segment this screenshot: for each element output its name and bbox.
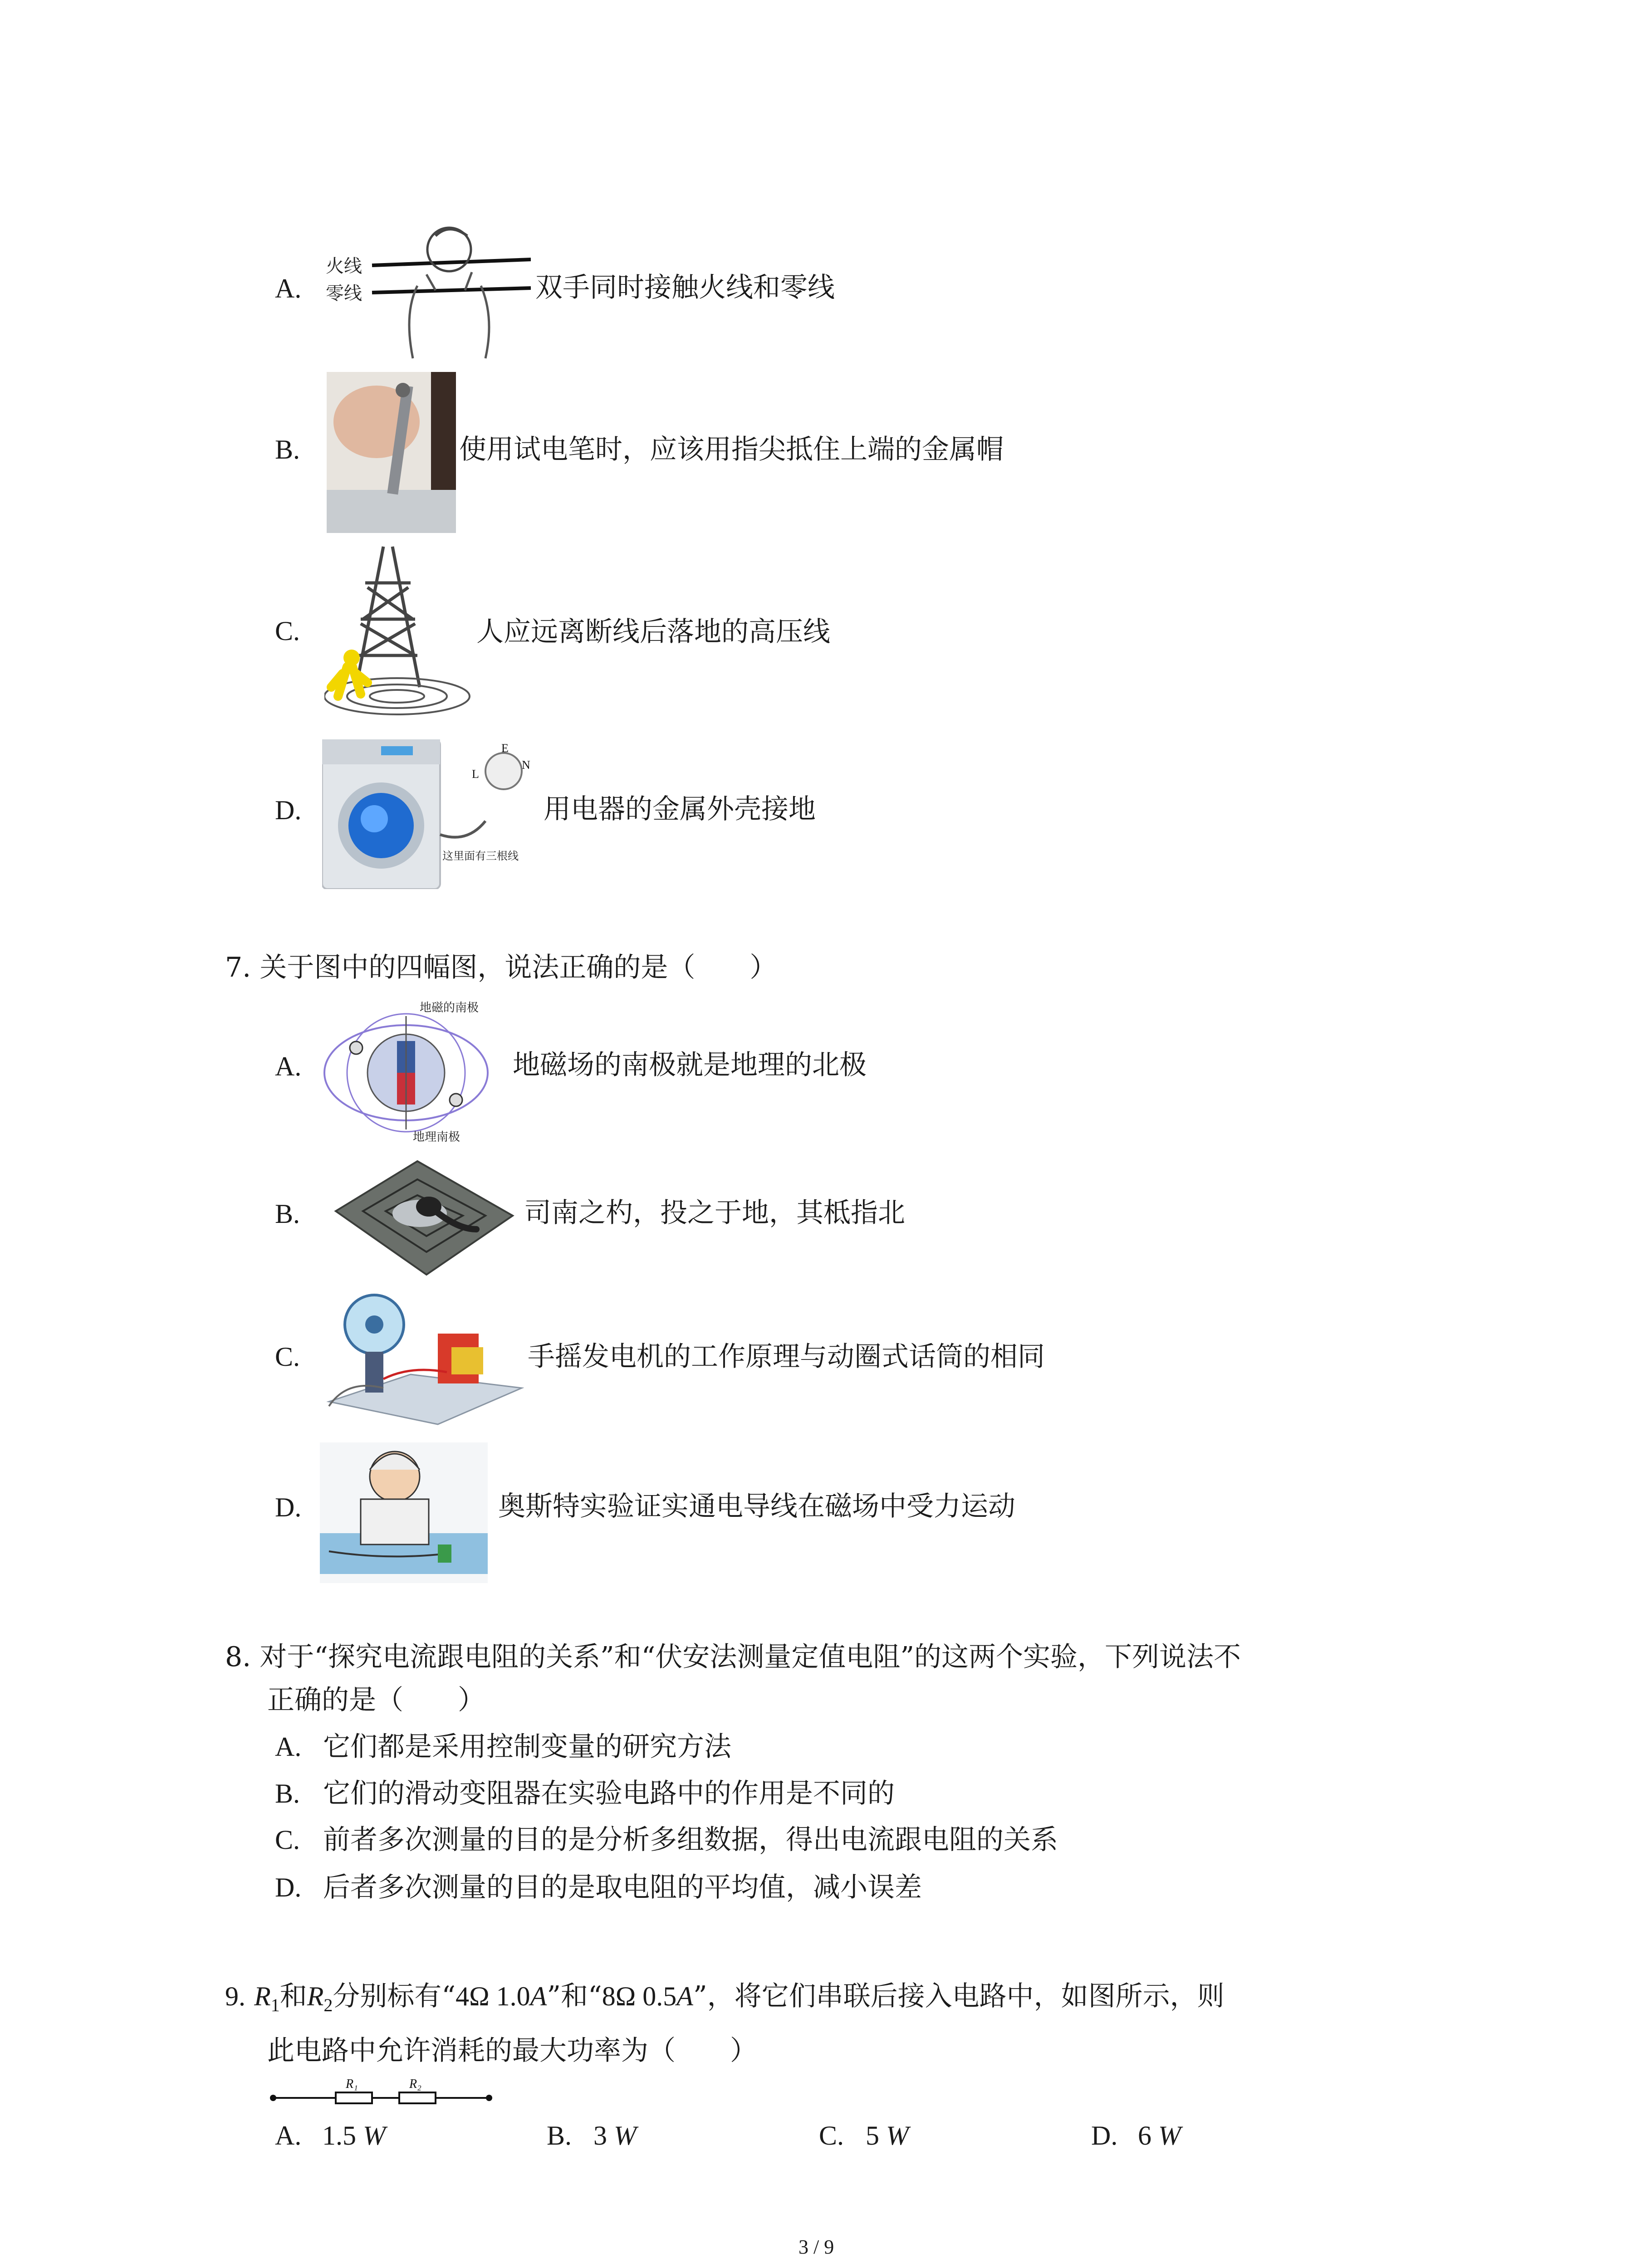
resistor-label-r2: R₂ bbox=[409, 2077, 421, 2091]
question-8-stem-line1: 8. 对于“探究电流跟电阻的关系”和“伏安法测量定值电阻”的这两个实验，下列说法不 bbox=[225, 1641, 1241, 1673]
option-letter: A. bbox=[275, 274, 302, 303]
oersted-experiment-figure bbox=[320, 1442, 488, 1583]
page-number: 3 / 9 bbox=[798, 2236, 834, 2258]
test-pen-photo bbox=[327, 372, 456, 533]
option-text: 后者多次测量的目的是取电阻的平均值，减小误差 bbox=[323, 1872, 922, 1903]
sinan-compass-figure bbox=[322, 1152, 517, 1284]
option-letter: D. bbox=[275, 1492, 302, 1522]
option-letter: B. bbox=[275, 435, 300, 464]
option-answer: 6 W bbox=[1138, 2121, 1181, 2151]
option-letter: B. bbox=[547, 2121, 572, 2151]
option-answer: 5 W bbox=[866, 2121, 909, 2151]
option-text: 使用试电笔时，应该用指尖抵住上端的金属帽 bbox=[459, 434, 1004, 465]
option-text: 用电器的金属外壳接地 bbox=[544, 793, 816, 825]
fig-label-geographic-south: 地理南极 bbox=[413, 1130, 460, 1143]
option-letter: B. bbox=[275, 1199, 300, 1229]
question-7-stem: 7. 关于图中的四幅图，说法正确的是（ ） bbox=[225, 952, 777, 983]
option-letter: B. bbox=[275, 1779, 300, 1809]
option-letter: C. bbox=[275, 1825, 300, 1855]
question-9-stem-line1: 9. $R_1$和$R_2$分别标有“4Ω 1.0A”和“8Ω 0.5A”，将它们串联后接入电路中，如图所示，则 bbox=[225, 1980, 1225, 2015]
fig-label-neutral: N bbox=[522, 758, 530, 772]
option-letter: A. bbox=[275, 1051, 302, 1081]
option-answer: 1.5 W bbox=[322, 2121, 386, 2151]
option-text: 司南之杓，投之于地，其柢指北 bbox=[524, 1197, 905, 1229]
earth-magnetic-field-figure bbox=[320, 998, 510, 1143]
fallen-power-line-figure bbox=[324, 538, 474, 728]
fig-label-geomagnetic-south: 地磁的南极 bbox=[420, 1001, 479, 1015]
option-text: 它们都是采用控制变量的研究方法 bbox=[323, 1731, 731, 1763]
fig-label-earth: E bbox=[501, 742, 509, 755]
option-text: 地磁场的南极就是地理的北极 bbox=[513, 1049, 867, 1081]
fig-label-neutral-wire: 零线 bbox=[326, 283, 362, 304]
option-answer: 3 W bbox=[593, 2121, 637, 2151]
resistor-label-r1: R₁ bbox=[346, 2077, 358, 2091]
option-text: 人应远离断线后落地的高压线 bbox=[476, 616, 830, 648]
question-8-stem-line2: 正确的是（ ） bbox=[267, 1684, 485, 1716]
washing-machine-figure bbox=[322, 739, 540, 889]
option-letter: D. bbox=[275, 1872, 302, 1902]
option-letter: D. bbox=[1091, 2121, 1118, 2151]
option-text: 手摇发电机的工作原理与动圈式话筒的相同 bbox=[528, 1341, 1045, 1373]
option-text: 它们的滑动变阻器在实验电路中的作用是不同的 bbox=[323, 1778, 895, 1809]
option-letter: D. bbox=[275, 795, 302, 825]
hand-crank-generator-figure bbox=[320, 1288, 524, 1429]
fig-label-live: L bbox=[472, 767, 479, 781]
option-text: 前者多次测量的目的是分析多组数据，得出电流跟电阻的关系 bbox=[323, 1824, 1058, 1856]
option-letter: A. bbox=[275, 1732, 302, 1762]
option-letter: A. bbox=[275, 2121, 302, 2151]
option-text: 奥斯特实验证实通电导线在磁场中受力运动 bbox=[498, 1491, 1015, 1522]
option-text: 双手同时接触火线和零线 bbox=[535, 272, 835, 303]
series-circuit-diagram bbox=[268, 2075, 495, 2107]
question-9-stem-line2: 此电路中允许消耗的最大功率为（ ） bbox=[267, 2035, 757, 2067]
fig-label-live-wire: 火线 bbox=[326, 256, 362, 277]
option-letter: C. bbox=[819, 2121, 844, 2151]
electric-shock-figure bbox=[322, 222, 531, 363]
option-letter: C. bbox=[275, 1342, 300, 1372]
fig-label-three-wires: 这里面有三根线 bbox=[442, 850, 519, 862]
option-letter: C. bbox=[275, 616, 300, 646]
